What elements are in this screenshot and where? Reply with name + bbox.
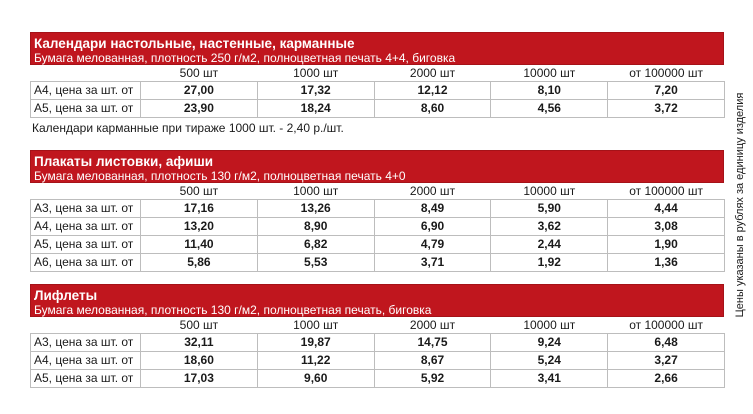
price-cell: 8,67 <box>374 351 491 369</box>
table-row <box>31 217 725 235</box>
price-cell: 2,44 <box>491 235 608 253</box>
price-cell: 18,24 <box>257 99 374 117</box>
column-header: от 100000 шт <box>629 317 703 332</box>
price-cell: 8,10 <box>491 81 608 99</box>
section-header <box>30 32 724 65</box>
column-header: от 100000 шт <box>629 65 703 80</box>
section-header <box>30 284 724 317</box>
price-cell: 5,86 <box>141 253 258 271</box>
column-header: 2000 шт <box>409 183 456 198</box>
calendars-section <box>30 32 724 118</box>
section-title: Плакаты листовки, афиши <box>34 154 214 169</box>
price-cell: 6,90 <box>374 217 491 235</box>
leaflets-section <box>30 284 724 388</box>
row-label: А4, цена за шт. от <box>31 81 141 99</box>
column-header: 2000 шт <box>409 317 456 332</box>
price-cell: 7,20 <box>608 81 725 99</box>
row-label: А4, цена за шт. от <box>31 351 141 369</box>
price-table <box>30 317 725 388</box>
price-cell: 32,11 <box>141 333 258 351</box>
table-row <box>31 369 725 387</box>
column-header: 1000 шт <box>293 317 339 332</box>
price-cell: 27,00 <box>141 81 258 99</box>
price-cell: 18,60 <box>141 351 258 369</box>
price-cell: 13,26 <box>257 199 374 217</box>
price-cell: 17,03 <box>141 369 258 387</box>
section-subtitle: Бумага мелованная, плотность 130 г/м2, полноцветная печать 4+0 <box>34 169 406 183</box>
price-cell: 4,56 <box>491 99 608 117</box>
price-cell: 17,16 <box>141 199 258 217</box>
price-cell: 6,82 <box>257 235 374 253</box>
price-cell: 1,36 <box>608 253 725 271</box>
column-header: 500 шт <box>179 65 219 80</box>
price-cell: 8,49 <box>374 199 491 217</box>
price-cell: 3,08 <box>608 217 725 235</box>
row-label: А4, цена за шт. от <box>31 217 141 235</box>
price-cell: 11,22 <box>257 351 374 369</box>
column-header: 10000 шт <box>523 317 576 332</box>
price-cell: 3,41 <box>491 369 608 387</box>
price-cell: 23,90 <box>141 99 258 117</box>
price-table <box>30 65 725 118</box>
price-cell: 12,12 <box>374 81 491 99</box>
row-label: А5, цена за шт. от <box>31 235 141 253</box>
row-label: А5, цена за шт. от <box>31 369 141 387</box>
column-header: 500 шт <box>179 183 219 198</box>
price-cell: 9,60 <box>257 369 374 387</box>
table-row <box>31 351 725 369</box>
table-row <box>31 253 725 271</box>
row-label: А3, цена за шт. от <box>31 199 141 217</box>
price-cell: 19,87 <box>257 333 374 351</box>
price-table <box>30 183 725 272</box>
section-header <box>30 150 724 183</box>
price-cell: 5,90 <box>491 199 608 217</box>
price-cell: 9,24 <box>491 333 608 351</box>
row-label: А5, цена за шт. от <box>31 99 141 117</box>
column-header: 1000 шт <box>293 65 339 80</box>
price-cell: 1,92 <box>491 253 608 271</box>
price-cell: 5,24 <box>491 351 608 369</box>
row-label-header <box>31 65 141 81</box>
price-cell: 11,40 <box>141 235 258 253</box>
column-header: 1000 шт <box>293 183 339 198</box>
price-cell: 8,90 <box>257 217 374 235</box>
price-cell: 5,92 <box>374 369 491 387</box>
price-cell: 3,71 <box>374 253 491 271</box>
price-cell: 4,44 <box>608 199 725 217</box>
table-row <box>31 81 725 99</box>
table-row <box>31 235 725 253</box>
section-title: Календари настольные, настенные, карманные <box>34 36 355 51</box>
calendars-note: Календари карманные при тираже 1000 шт. - 2,40 р./шт. <box>32 121 344 135</box>
section-title: Лифлеты <box>34 288 98 303</box>
price-cell: 1,90 <box>608 235 725 253</box>
price-cell: 5,53 <box>257 253 374 271</box>
price-cell: 3,27 <box>608 351 725 369</box>
price-cell: 3,62 <box>491 217 608 235</box>
price-cell: 14,75 <box>374 333 491 351</box>
section-subtitle: Бумага мелованная, плотность 130 г/м2, полноцветная печать, биговка <box>34 303 432 317</box>
column-header-row <box>31 317 725 333</box>
row-label-header <box>31 317 141 333</box>
column-header: 2000 шт <box>409 65 456 80</box>
side-note <box>732 32 748 377</box>
side-note-text: Цены указаны в рублях за единицу изделия <box>734 92 746 317</box>
column-header: 10000 шт <box>523 65 576 80</box>
column-header: от 100000 шт <box>629 183 703 198</box>
price-cell: 6,48 <box>608 333 725 351</box>
table-row <box>31 99 725 117</box>
column-header: 500 шт <box>179 317 219 332</box>
price-cell: 8,60 <box>374 99 491 117</box>
price-cell: 4,79 <box>374 235 491 253</box>
table-row <box>31 333 725 351</box>
column-header-row <box>31 65 725 81</box>
row-label: А3, цена за шт. от <box>31 333 141 351</box>
row-label-header <box>31 183 141 199</box>
row-label: А6, цена за шт. от <box>31 253 141 271</box>
column-header-row <box>31 183 725 199</box>
posters-section <box>30 150 724 272</box>
price-cell: 3,72 <box>608 99 725 117</box>
price-cell: 2,66 <box>608 369 725 387</box>
price-cell: 17,32 <box>257 81 374 99</box>
price-cell: 13,20 <box>141 217 258 235</box>
section-subtitle: Бумага мелованная, плотность 250 г/м2, полноцветная печать 4+4, биговка <box>34 51 456 65</box>
column-header: 10000 шт <box>523 183 576 198</box>
table-row <box>31 199 725 217</box>
